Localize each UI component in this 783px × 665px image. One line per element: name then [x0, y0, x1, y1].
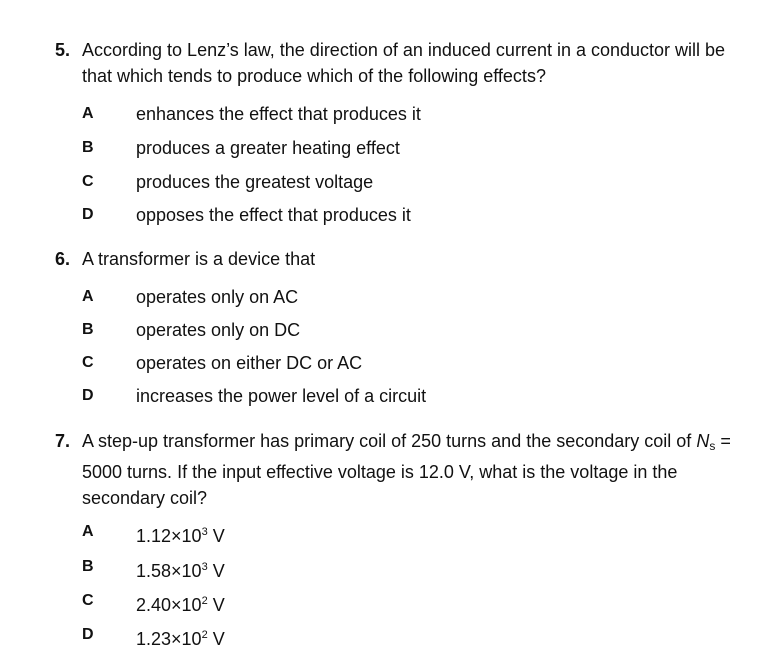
- option-text: increases the power level of a circuit: [136, 386, 427, 406]
- option-unit: V: [207, 595, 225, 615]
- option-mantissa: 2.40×10: [136, 595, 202, 615]
- option-text: operates only on AC: [136, 287, 299, 307]
- question-6-stem: [55, 246, 755, 272]
- question-number: 5.: [55, 40, 71, 60]
- question-5: [55, 37, 755, 89]
- option-6d[interactable]: [82, 383, 426, 409]
- question-text-part: A step-up transformer has primary coil of 250 turns and the secondary coil of: [82, 431, 697, 451]
- question-text-part: = 5000 turns. If the input effective voltage is 12.0 V, what is the voltage in the secondary coil?: [82, 431, 731, 508]
- variable-n: N: [696, 431, 710, 451]
- question-text: [82, 428, 755, 511]
- option-text: operates on either DC or AC: [136, 353, 363, 373]
- option-text: [136, 588, 225, 618]
- option-7b[interactable]: [82, 554, 225, 584]
- option-6c[interactable]: [82, 350, 362, 376]
- option-6b[interactable]: [82, 317, 300, 343]
- question-6: [55, 246, 755, 272]
- question-text: A transformer is a device that: [82, 249, 316, 269]
- option-letter: B: [82, 321, 94, 338]
- option-text: [136, 622, 225, 652]
- question-text: According to Lenz’s law, the direction of an induced current in a conductor will be that which tends to produce which of the following effects?: [82, 40, 726, 86]
- option-mantissa: 1.58×10: [136, 561, 202, 581]
- variable-subscript: s: [709, 439, 716, 453]
- option-exponent: 2: [201, 629, 208, 641]
- option-text: opposes the effect that produces it: [136, 205, 411, 225]
- option-text: produces the greatest voltage: [136, 172, 374, 192]
- option-text: operates only on DC: [136, 320, 301, 340]
- option-mantissa: 1.23×10: [136, 629, 202, 649]
- option-mantissa: 1.12×10: [136, 526, 202, 546]
- question-7-stem: [55, 428, 755, 511]
- option-unit: V: [207, 629, 225, 649]
- option-letter: B: [82, 558, 94, 575]
- option-unit: V: [207, 526, 225, 546]
- option-text: enhances the effect that produces it: [136, 104, 421, 124]
- option-letter: A: [82, 288, 94, 305]
- option-exponent: 3: [201, 526, 208, 538]
- option-5b[interactable]: [82, 135, 400, 161]
- question-5-stem: [55, 37, 755, 89]
- option-letter: D: [82, 206, 94, 223]
- option-text: [136, 554, 225, 584]
- option-letter: C: [82, 173, 94, 190]
- option-letter: C: [82, 354, 94, 371]
- option-letter: D: [82, 626, 94, 643]
- option-letter: A: [82, 523, 94, 540]
- option-exponent: 3: [201, 561, 208, 573]
- option-text: [136, 519, 225, 549]
- option-6a[interactable]: [82, 284, 298, 310]
- option-7d[interactable]: [82, 622, 225, 652]
- question-number: 7.: [55, 431, 71, 451]
- option-5d[interactable]: [82, 202, 411, 228]
- option-7a[interactable]: [82, 519, 225, 549]
- option-letter: A: [82, 105, 94, 122]
- question-7: [55, 428, 755, 511]
- question-number: 6.: [55, 249, 71, 269]
- option-unit: V: [207, 561, 225, 581]
- option-letter: B: [82, 139, 94, 156]
- option-letter: D: [82, 387, 94, 404]
- option-5a[interactable]: [82, 101, 421, 127]
- option-letter: C: [82, 592, 94, 609]
- option-7c[interactable]: [82, 588, 225, 618]
- option-exponent: 2: [201, 595, 208, 607]
- option-5c[interactable]: [82, 169, 373, 195]
- option-text: produces a greater heating effect: [136, 138, 400, 158]
